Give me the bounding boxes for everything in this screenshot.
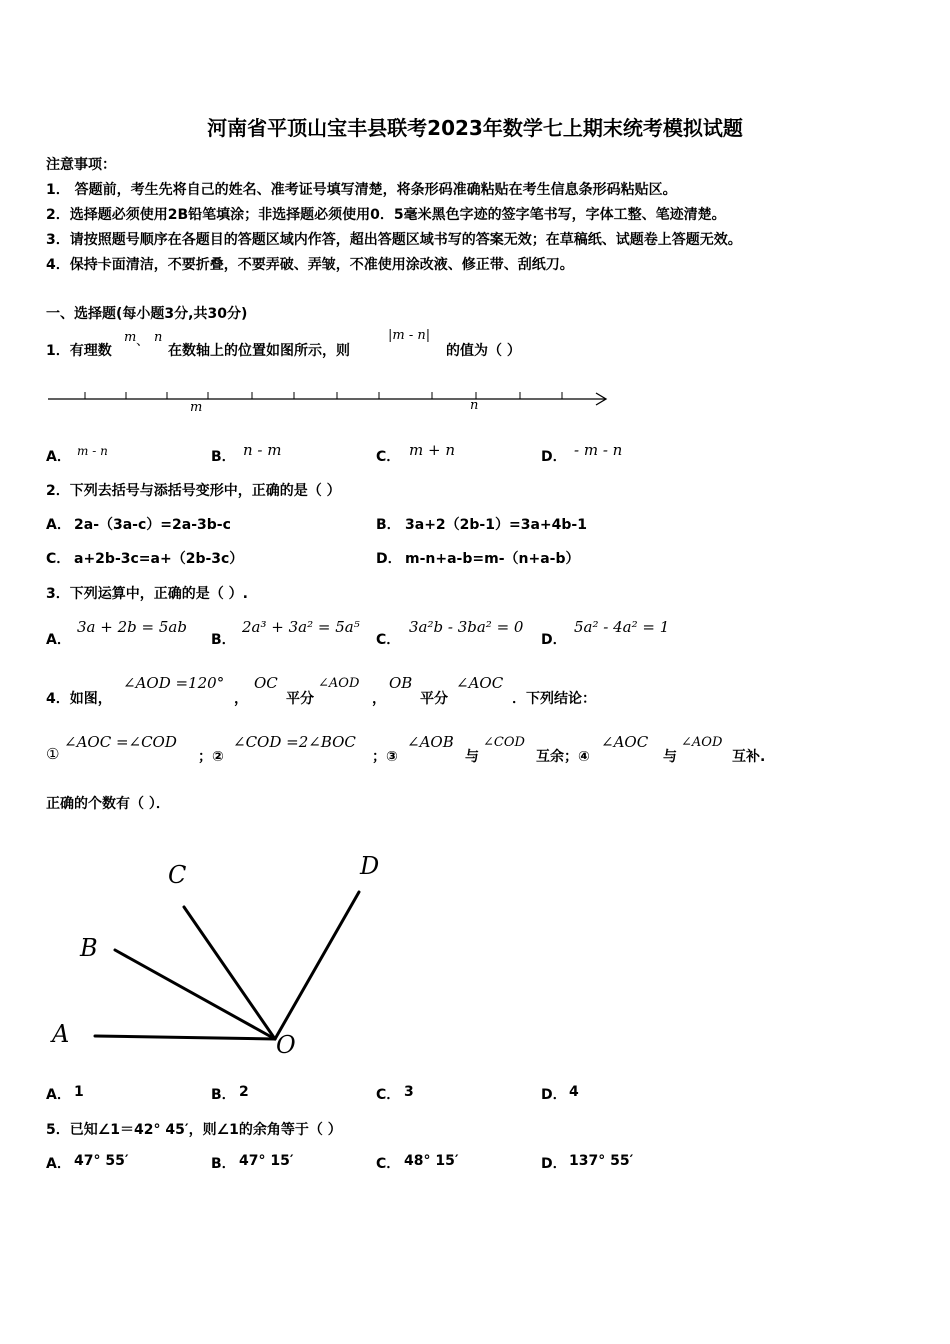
notice-item: 4．保持卡面清洁，不要折叠，不要弄破、弄皱，不准使用涂改液、修正带、刮纸刀。 bbox=[46, 257, 574, 273]
q4-text: 平分 bbox=[286, 691, 314, 707]
ray-OD bbox=[275, 892, 359, 1039]
q5-option-label: D． bbox=[541, 1156, 567, 1172]
q4-expr: ∠AOD bbox=[318, 676, 360, 691]
q2-option-text: m-n+a-b=m-（n+a-b） bbox=[405, 551, 580, 567]
q4-text: ， bbox=[372, 691, 386, 707]
q4-expr: OC bbox=[254, 674, 278, 692]
q3-option-expr: 5a² - 4a² = 1 bbox=[574, 618, 670, 636]
q5-stem: 5．已知∠1＝42° 45′，则∠1的余角等于（ ） bbox=[46, 1122, 342, 1138]
q3-option-expr: 2a³ + 3a² = 5a⁵ bbox=[242, 618, 360, 636]
q4-option-label: B． bbox=[211, 1087, 236, 1103]
q2-option-label: A． bbox=[46, 517, 71, 533]
ray-OB bbox=[115, 950, 275, 1039]
q4-option-text: 2 bbox=[239, 1084, 249, 1100]
point-label-D: D bbox=[360, 852, 380, 880]
notice-item: 2．选择题必须使用2B铅笔填涂；非选择题必须使用0．5毫米黑色字迹的签字笔书写，字体工整、笔迹清楚。 bbox=[46, 207, 726, 223]
q4-text: 4．如图， bbox=[46, 691, 112, 707]
q1-option-label: B． bbox=[211, 449, 236, 465]
q5-option-label: C． bbox=[376, 1156, 401, 1172]
q4-expr: ∠AOC bbox=[456, 674, 504, 692]
q2-option-label: C． bbox=[46, 551, 71, 567]
q2-option-text: a+2b-3c=a+（2b-3c） bbox=[74, 551, 244, 567]
q4-option-label: A． bbox=[46, 1087, 71, 1103]
q4-expr: ∠AOC bbox=[601, 733, 649, 751]
point-label-A: A bbox=[52, 1020, 70, 1048]
point-label-B: B bbox=[80, 934, 98, 962]
notice-heading: 注意事项： bbox=[46, 157, 116, 173]
number-line bbox=[40, 380, 620, 420]
q4-statement: 与 bbox=[663, 749, 677, 765]
q4-option-label: C． bbox=[376, 1087, 401, 1103]
page-title: 河南省平顶山宝丰县联考2023年数学七上期末统考模拟试题 bbox=[207, 116, 743, 140]
ray-OA bbox=[95, 1036, 275, 1039]
notice-item: 1． 答题前，考生先将自己的姓名、准考证号填写清楚，将条形码准确粘贴在考生信息条形码粘贴区。 bbox=[46, 182, 677, 198]
q4-statement: 互补. bbox=[732, 749, 766, 765]
q4-option-text: 1 bbox=[74, 1084, 84, 1100]
q2-stem: 2．下列去括号与添括号变形中，正确的是（ ） bbox=[46, 483, 341, 499]
q4-statement: 与 bbox=[465, 749, 479, 765]
q5-option-text: 47° 55′ bbox=[74, 1153, 129, 1169]
q4-text: ．下列结论： bbox=[512, 691, 596, 707]
section-heading: 一、选择题(每小题3分,共30分) bbox=[46, 306, 248, 322]
q5-option-label: B． bbox=[211, 1156, 236, 1172]
q1-option-label: A． bbox=[46, 449, 71, 465]
axis-label-m: m bbox=[190, 400, 203, 415]
q2-option-text: 3a+2（2b-1）=3a+4b-1 bbox=[405, 517, 587, 533]
point-label-O: O bbox=[276, 1031, 296, 1059]
q4-statement: ；③ bbox=[372, 749, 398, 765]
q3-option-label: D． bbox=[541, 632, 567, 648]
q1-expr: |m - n| bbox=[388, 328, 431, 343]
q4-option-label: D． bbox=[541, 1087, 567, 1103]
q2-option-label: D． bbox=[376, 551, 402, 567]
q1-option-label: C． bbox=[376, 449, 401, 465]
q3-option-expr: 3a²b - 3ba² = 0 bbox=[409, 618, 524, 636]
q4-ask: 正确的个数有（ ）． bbox=[46, 796, 170, 812]
q5-option-label: A． bbox=[46, 1156, 71, 1172]
q4-expr: ∠AOC =∠COD bbox=[64, 733, 177, 751]
q3-option-label: B． bbox=[211, 632, 236, 648]
q5-option-text: 137° 55′ bbox=[569, 1153, 634, 1169]
q4-text: ， bbox=[234, 691, 248, 707]
q1-option-expr: m - n bbox=[77, 444, 108, 458]
q4-expr: ∠AOD bbox=[681, 735, 723, 750]
q3-stem: 3．下列运算中，正确的是（ ）. bbox=[46, 586, 248, 602]
q4-option-text: 3 bbox=[404, 1084, 414, 1100]
q4-option-text: 4 bbox=[569, 1084, 579, 1100]
q3-option-expr: 3a + 2b = 5ab bbox=[77, 618, 187, 636]
q3-option-label: C． bbox=[376, 632, 401, 648]
q1-option-expr: n - m bbox=[243, 441, 282, 459]
q1-text: 的值为（ ） bbox=[446, 343, 521, 359]
q1-option-expr: m + n bbox=[409, 441, 455, 459]
q2-option-text: 2a-（3a-c）=2a-3b-c bbox=[74, 517, 231, 533]
q1-option-label: D． bbox=[541, 449, 567, 465]
q5-option-text: 48° 15′ bbox=[404, 1153, 459, 1169]
axis-label-n: n bbox=[470, 398, 479, 413]
q4-statement: ① bbox=[46, 745, 60, 763]
q4-text: 平分 bbox=[420, 691, 448, 707]
q4-statement: ；② bbox=[198, 749, 224, 765]
axis-ticks bbox=[85, 392, 562, 399]
q4-expr: ∠AOB bbox=[407, 733, 454, 751]
q4-expr: ∠AOD =120° bbox=[123, 674, 225, 692]
q1-var-m: m bbox=[124, 330, 137, 345]
point-label-C: C bbox=[168, 861, 187, 889]
notice-item: 3．请按照题号顺序在各题目的答题区域内作答，超出答题区域书写的答案无效；在草稿纸、试题卷上答题无效。 bbox=[46, 232, 742, 248]
q2-option-label: B． bbox=[376, 517, 401, 533]
q1-sep: 、 bbox=[136, 334, 150, 349]
q1-text: 在数轴上的位置如图所示，则 bbox=[168, 343, 350, 359]
q1-option-expr: - m - n bbox=[574, 441, 623, 459]
q4-expr: ∠COD =2∠BOC bbox=[233, 733, 356, 751]
q3-option-label: A． bbox=[46, 632, 71, 648]
q1-text: 1．有理数 bbox=[46, 343, 112, 359]
q4-expr: OB bbox=[389, 674, 413, 692]
ray-OC bbox=[184, 907, 275, 1039]
q4-expr: ∠COD bbox=[483, 735, 525, 750]
q4-statement: 互余；④ bbox=[536, 749, 590, 765]
q5-option-text: 47° 15′ bbox=[239, 1153, 294, 1169]
q1-var-n: n bbox=[154, 330, 163, 345]
